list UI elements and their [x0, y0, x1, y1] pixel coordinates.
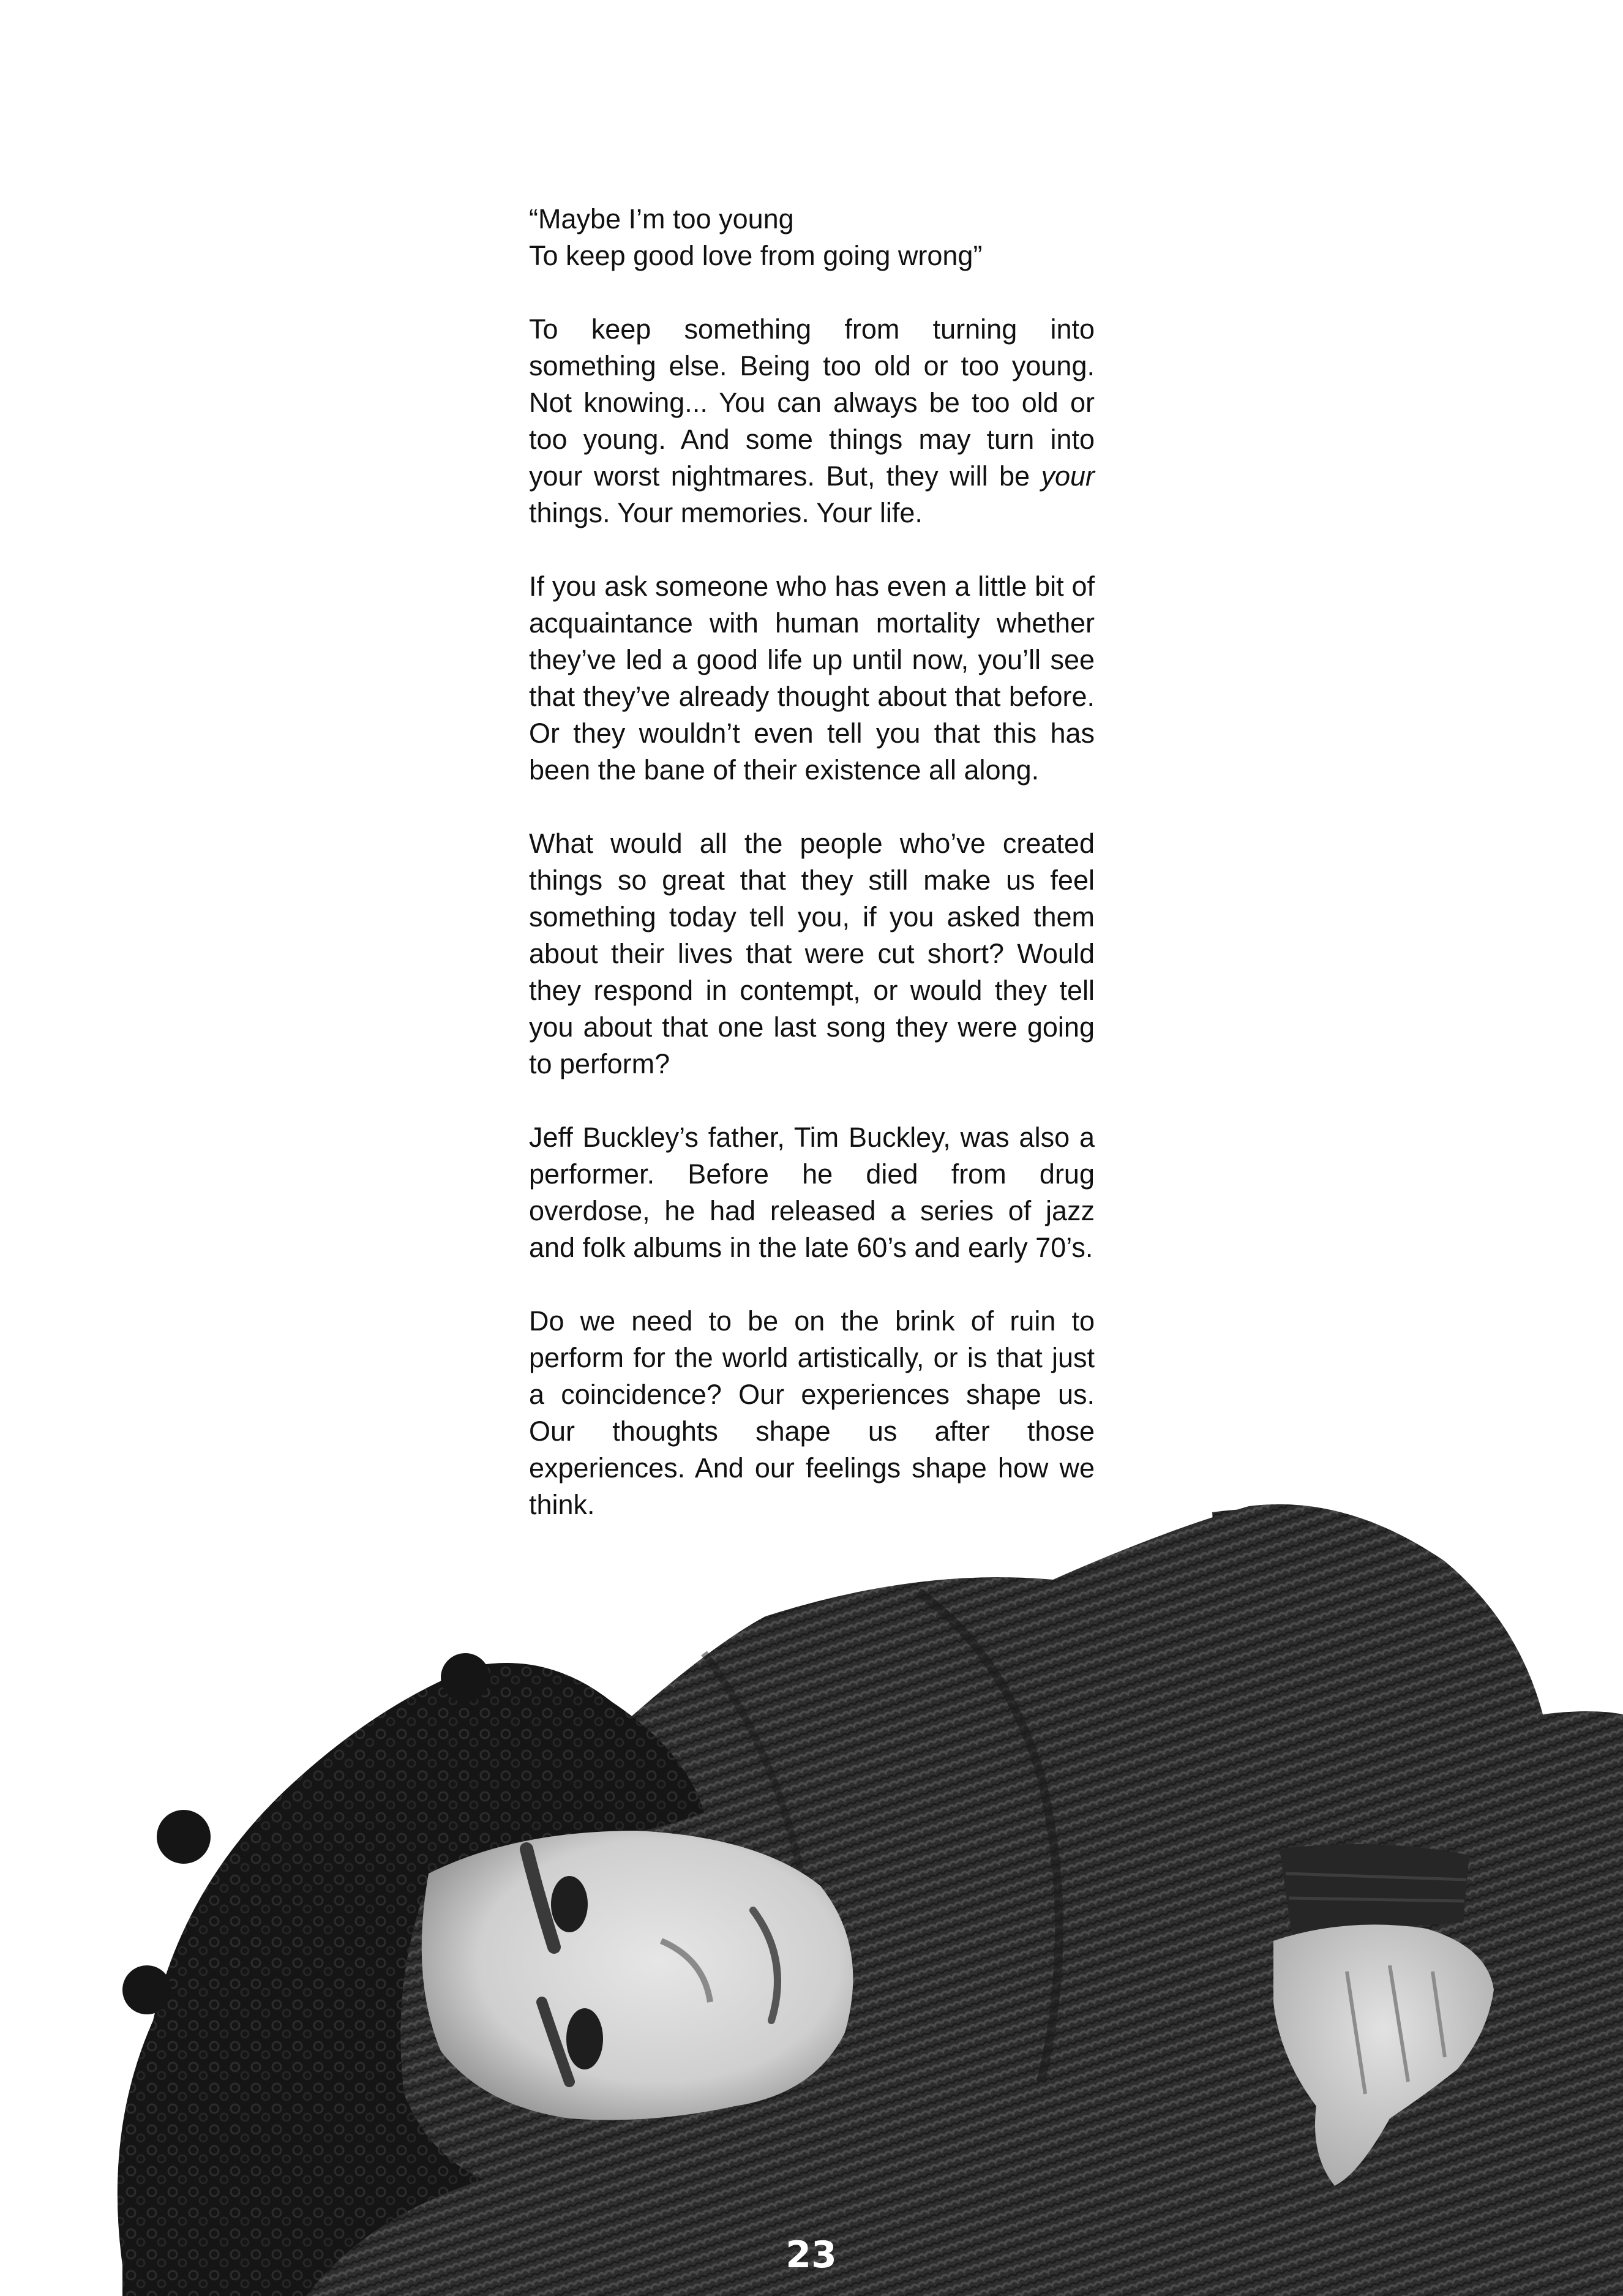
paragraph-3: What would all the people who’ve created things so great that they still make us feel something today tell you, if you asked them about their lives that were cut short? Would they respond in contempt, or would they tell you about that one last song they were going to perform?	[529, 828, 1095, 1079]
paragraph-1	[529, 311, 1095, 531]
paragraph-1-text-start: To keep something from turning into something else. Being too old or too young. Not knowing... You can always be too old or too young. And some things may turn into your worst nightmares. But, they will be	[529, 313, 1095, 492]
left-eye	[551, 1876, 588, 1932]
page-number: 23	[785, 2234, 837, 2276]
paragraph-1-emphasis: your	[1041, 460, 1095, 492]
article-column	[529, 201, 1095, 1560]
paragraph-2: If you ask someone who has even a little bit of acquaintance with human mortality whether they’ve led a good life up until now, you’ll see that they’ve already thought about that before. Or they wouldn’t even tell you that this has been the bane of their existence all along.	[529, 571, 1095, 786]
right-eye	[566, 2008, 603, 2069]
paragraph-4: Jeff Buckley’s father, Tim Buckley, was also a performer. Before he died from drug overdose, he had released a series of jazz and folk albums in the late 60’s and early 70’s.	[529, 1122, 1095, 1263]
paragraph-1-text-end: things. Your memories. Your life.	[529, 497, 923, 528]
portrait-photo	[0, 1482, 1623, 2296]
epigraph-line-1: “Maybe I’m too young	[529, 203, 794, 234]
face	[422, 1831, 853, 2120]
lyric-epigraph	[529, 201, 1095, 274]
paragraph-5: Do we need to be on the brink of ruin to perform for the world artistically, or is that just a coincidence? Our experiences shape us. Our thoughts shape us after those experiences. And our feelings shape how we think.	[529, 1305, 1095, 1520]
epigraph-line-2: To keep good love from going wrong”	[529, 240, 983, 271]
